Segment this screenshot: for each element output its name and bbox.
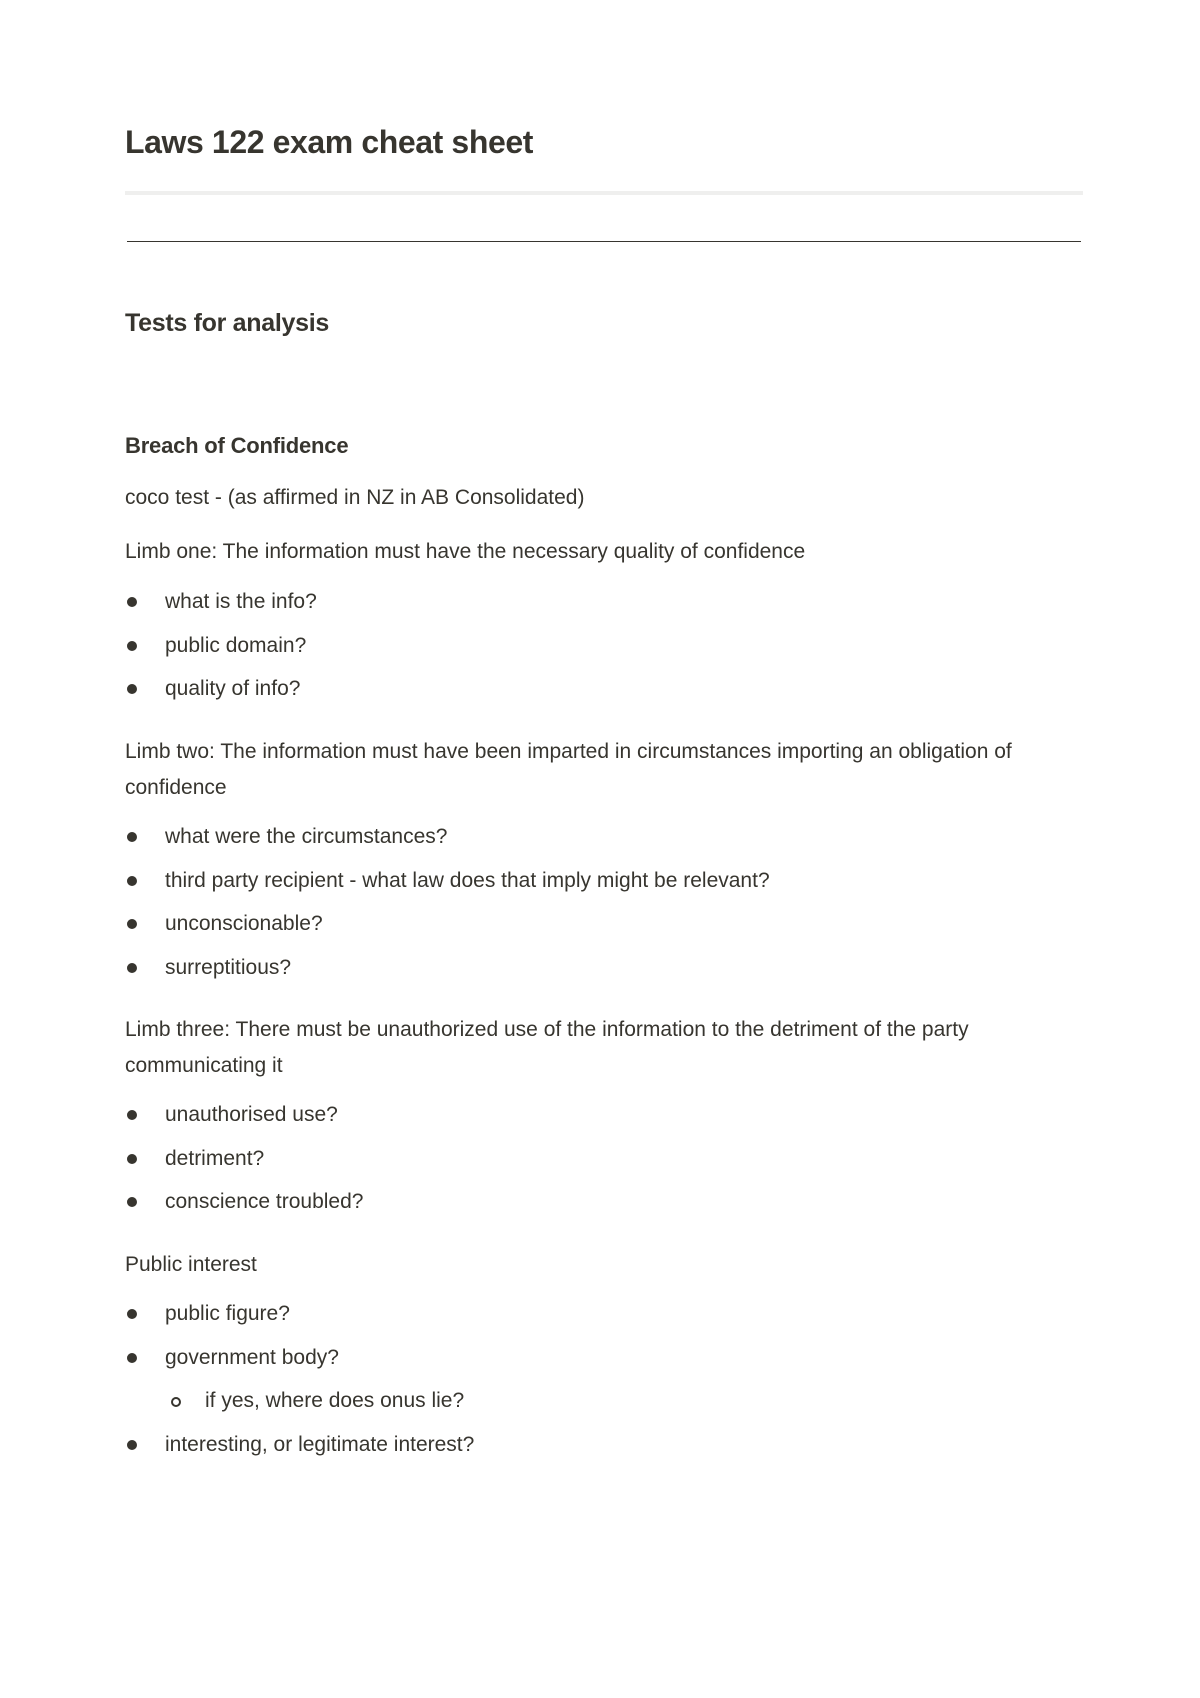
list-item-label: public figure? bbox=[165, 1302, 290, 1325]
list-item bbox=[165, 1144, 264, 1174]
list-item bbox=[165, 822, 447, 852]
list-item bbox=[165, 1100, 338, 1130]
list-item bbox=[165, 631, 306, 661]
limb-two-text: Limb two: The information must have been imparted in circumstances importing an obligation of confidence bbox=[125, 740, 1012, 799]
bullet-icon bbox=[127, 597, 137, 607]
topic-heading: Breach of Confidence bbox=[125, 433, 349, 458]
page-title: Laws 122 exam cheat sheet bbox=[125, 124, 534, 160]
list-item-label: detriment? bbox=[165, 1147, 265, 1170]
list-item-label: unconscionable? bbox=[165, 912, 323, 935]
list-item-label: public domain? bbox=[165, 634, 307, 657]
list-item-label: conscience troubled? bbox=[165, 1190, 364, 1213]
bullet-icon bbox=[127, 963, 137, 973]
list-item-label: third party recipient - what law does that imply might be relevant? bbox=[165, 869, 770, 892]
hollow-bullet-icon bbox=[171, 1397, 181, 1407]
bullet-icon bbox=[127, 919, 137, 929]
bullet-icon bbox=[127, 684, 137, 694]
list-item bbox=[165, 674, 300, 704]
horizontal-divider bbox=[127, 241, 1081, 242]
intro-text: coco test - (as affirmed in NZ in AB Consolidated) bbox=[125, 486, 585, 509]
bullet-icon bbox=[127, 1110, 137, 1120]
list-item-label: what is the info? bbox=[165, 590, 317, 613]
limb-one-text: Limb one: The information must have the necessary quality of confidence bbox=[125, 540, 806, 563]
bullet-icon bbox=[127, 832, 137, 842]
list-item-label: what were the circumstances? bbox=[165, 825, 448, 848]
list-item-label: if yes, where does onus lie? bbox=[205, 1389, 465, 1412]
bullet-icon bbox=[127, 1154, 137, 1164]
list-item-label: surreptitious? bbox=[165, 956, 292, 979]
section-heading: Tests for analysis bbox=[125, 309, 329, 337]
list-item bbox=[165, 866, 770, 896]
bullet-icon bbox=[127, 1309, 137, 1319]
bullet-icon bbox=[127, 1353, 137, 1363]
list-item-label: government body? bbox=[165, 1346, 339, 1369]
bullet-icon bbox=[127, 1197, 137, 1207]
list-item-label: unauthorised use? bbox=[165, 1103, 338, 1126]
list-item bbox=[165, 909, 323, 939]
list-item bbox=[165, 1299, 290, 1329]
title-underline bbox=[125, 191, 1083, 195]
sub-list-item bbox=[205, 1386, 464, 1416]
limb-three-text: Limb three: There must be unauthorized use of the information to the detriment of the party communicating it bbox=[125, 1018, 969, 1077]
list-item bbox=[165, 587, 317, 617]
list-item-label: interesting, or legitimate interest? bbox=[165, 1433, 475, 1456]
list-item bbox=[165, 1187, 363, 1217]
public-interest-text: Public interest bbox=[125, 1253, 257, 1276]
bullet-icon bbox=[127, 641, 137, 651]
bullet-icon bbox=[127, 876, 137, 886]
list-item-label: quality of info? bbox=[165, 677, 301, 700]
list-item bbox=[165, 1430, 474, 1460]
list-item bbox=[165, 1343, 339, 1373]
bullet-icon bbox=[127, 1440, 137, 1450]
list-item bbox=[165, 953, 291, 983]
